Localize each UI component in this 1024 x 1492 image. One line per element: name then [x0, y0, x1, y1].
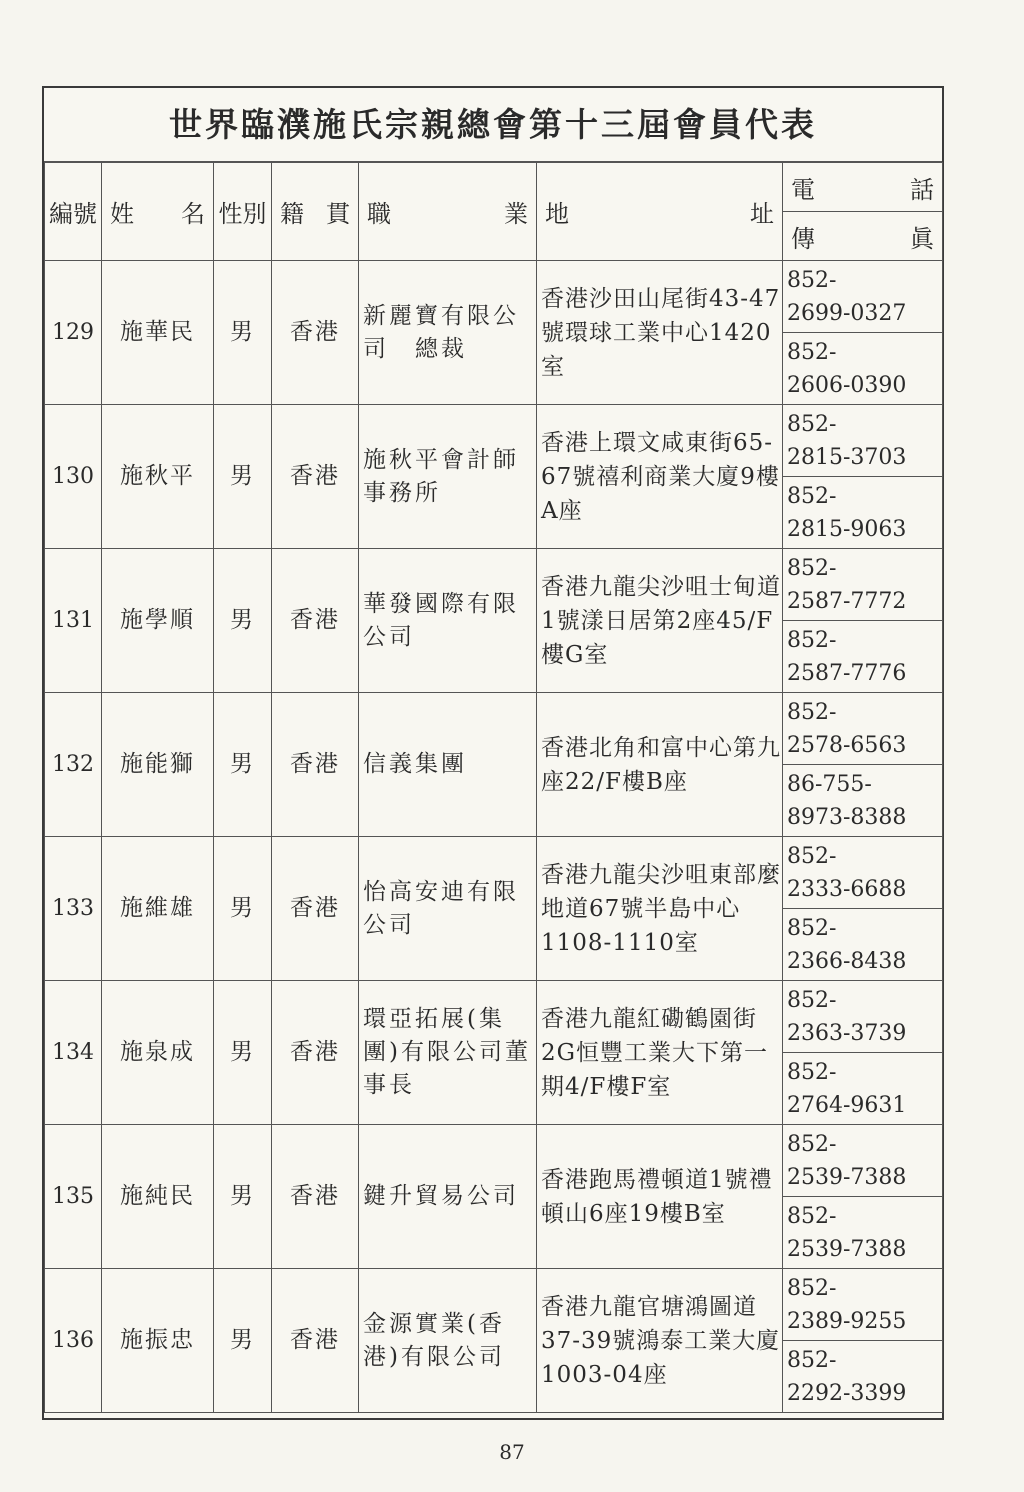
member-fax: 852- 2366-8438	[783, 909, 943, 981]
member-sex: 男	[214, 1269, 272, 1413]
member-phone: 852- 2699-0327	[783, 261, 943, 333]
member-number: 135	[45, 1125, 102, 1269]
member-address: 香港沙田山尾街43-47號環球工業中心1420室	[537, 261, 783, 405]
member-name: 施能獅	[102, 693, 214, 837]
member-origin: 香港	[272, 405, 359, 549]
member-name: 施維雄	[102, 837, 214, 981]
member-occupation: 信義集團	[359, 693, 537, 837]
member-origin: 香港	[272, 1269, 359, 1413]
header-origin: 籍 貫	[272, 163, 359, 261]
member-phone: 852- 2587-7772	[783, 549, 943, 621]
member-table	[44, 162, 943, 1413]
member-occupation: 環亞拓展(集團)有限公司董事長	[359, 981, 537, 1125]
table-row	[45, 837, 943, 909]
table-row	[45, 981, 943, 1053]
member-name: 施秋平	[102, 405, 214, 549]
member-address: 香港九龍尖沙咀東部麼地道67號半島中心1108-1110室	[537, 837, 783, 981]
member-phone: 852- 2333-6688	[783, 837, 943, 909]
table-row	[45, 1125, 943, 1197]
member-address: 香港九龍紅磡鶴園街2G恒豐工業大下第一期4/F樓F室	[537, 981, 783, 1125]
member-number: 130	[45, 405, 102, 549]
member-origin: 香港	[272, 693, 359, 837]
member-sex: 男	[214, 837, 272, 981]
header-address: 地 址	[537, 163, 783, 261]
member-phone: 852- 2539-7388	[783, 1125, 943, 1197]
table-row	[45, 261, 943, 333]
table-row	[45, 549, 943, 621]
member-phone: 852- 2578-6563	[783, 693, 943, 765]
member-fax: 852- 2764-9631	[783, 1053, 943, 1125]
member-phone: 852- 2389-9255	[783, 1269, 943, 1341]
member-number: 131	[45, 549, 102, 693]
member-sex: 男	[214, 549, 272, 693]
member-origin: 香港	[272, 549, 359, 693]
table-row	[45, 405, 943, 477]
member-number: 136	[45, 1269, 102, 1413]
member-occupation: 金源實業(香港)有限公司	[359, 1269, 537, 1413]
member-address: 香港北角和富中心第九座22/F樓B座	[537, 693, 783, 837]
member-occupation: 怡高安迪有限公司	[359, 837, 537, 981]
member-occupation: 鍵升貿易公司	[359, 1125, 537, 1269]
table-row	[45, 1269, 943, 1341]
member-name: 施純民	[102, 1125, 214, 1269]
member-fax: 852- 2815-9063	[783, 477, 943, 549]
member-sex: 男	[214, 405, 272, 549]
member-origin: 香港	[272, 1125, 359, 1269]
header-phone: 電 話	[783, 163, 943, 212]
member-address: 香港九龍官塘鴻圖道37-39號鴻泰工業大廈1003-04座	[537, 1269, 783, 1413]
member-sex: 男	[214, 261, 272, 405]
member-sex: 男	[214, 981, 272, 1125]
page-number: 87	[499, 1440, 525, 1464]
member-fax: 86-755- 8973-8388	[783, 765, 943, 837]
member-address: 香港跑馬禮頓道1號禮頓山6座19樓B室	[537, 1125, 783, 1269]
member-name: 施振忠	[102, 1269, 214, 1413]
member-address: 香港九龍尖沙咀士甸道1號漾日居第2座45/F樓G室	[537, 549, 783, 693]
member-occupation: 施秋平會計師事務所	[359, 405, 537, 549]
member-sex: 男	[214, 693, 272, 837]
member-origin: 香港	[272, 261, 359, 405]
member-sex: 男	[214, 1125, 272, 1269]
header-name: 姓 名	[102, 163, 214, 261]
page-title: 世界臨濮施氏宗親總會第十三屆會員代表	[44, 88, 942, 162]
member-origin: 香港	[272, 837, 359, 981]
member-fax: 852- 2292-3399	[783, 1341, 943, 1413]
header-number: 編號	[45, 163, 102, 261]
header-fax: 傳 眞	[783, 212, 943, 261]
member-occupation: 華發國際有限公司	[359, 549, 537, 693]
member-fax: 852- 2606-0390	[783, 333, 943, 405]
member-phone: 852- 2363-3739	[783, 981, 943, 1053]
member-phone: 852- 2815-3703	[783, 405, 943, 477]
member-fax: 852- 2587-7776	[783, 621, 943, 693]
member-name: 施泉成	[102, 981, 214, 1125]
header-sex: 性別	[214, 163, 272, 261]
header-occupation: 職 業	[359, 163, 537, 261]
member-number: 129	[45, 261, 102, 405]
member-number: 133	[45, 837, 102, 981]
member-number: 134	[45, 981, 102, 1125]
table-row	[45, 693, 943, 765]
member-name: 施學順	[102, 549, 214, 693]
member-address: 香港上環文咸東街65-67號禧利商業大廈9樓A座	[537, 405, 783, 549]
member-fax: 852- 2539-7388	[783, 1197, 943, 1269]
member-sheet	[42, 86, 944, 1420]
member-number: 132	[45, 693, 102, 837]
member-origin: 香港	[272, 981, 359, 1125]
member-name: 施華民	[102, 261, 214, 405]
member-occupation: 新麗寶有限公司 總裁	[359, 261, 537, 405]
